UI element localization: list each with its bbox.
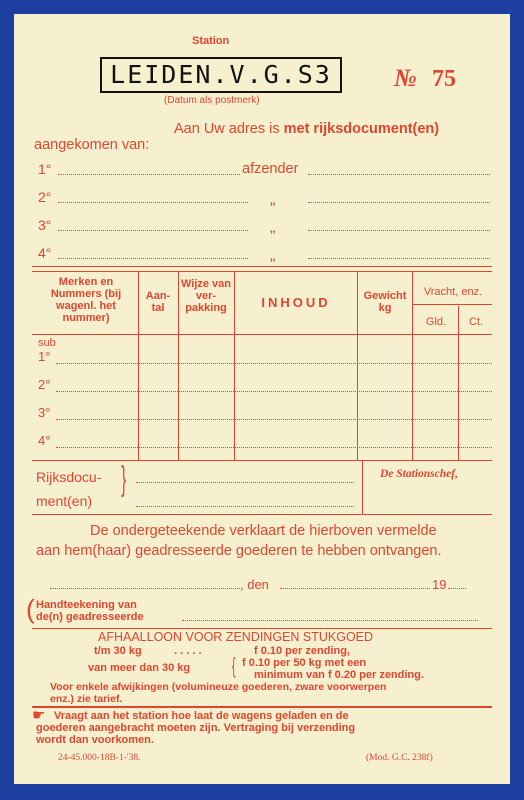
tarief-row2-right-a: f 0.10 per 50 kg met een	[242, 657, 367, 669]
col-divider-3	[234, 272, 235, 460]
rijks-bottom-rule	[32, 514, 492, 515]
signature-label-1: Handteekening van	[36, 599, 137, 611]
table-top-rule-2	[32, 271, 492, 272]
den-label: , den	[240, 577, 269, 592]
col-header-aantal: Aan-tal	[145, 290, 171, 314]
signature-line	[182, 620, 478, 621]
afzender-label: afzender	[242, 161, 299, 177]
sender-num-3: 3°	[38, 217, 52, 233]
tarief-row1-dots: . . . . .	[174, 645, 202, 657]
intro-line1	[174, 122, 439, 137]
row-label-2: 2°	[38, 377, 51, 392]
afwijkingen-note-1: Voor enkele afwijkingen (volumineuze goederen, zware voorwerpen	[50, 681, 387, 693]
postcard	[14, 14, 510, 784]
col-divider-5	[412, 272, 413, 460]
table-row-line-4	[56, 447, 492, 448]
col-header-wijze: Wijze van ver-pakking	[180, 278, 232, 314]
declaration-line2: aan hem(haar) geadresseerde goederen te hebben ontvangen.	[36, 543, 442, 559]
station-label: Station	[192, 35, 230, 47]
footer-note-3: wordt dan voorkomen.	[36, 734, 154, 746]
place-line	[50, 588, 240, 589]
col-header-merken: Merken en Nummers (bij wagenl. het nummer)	[50, 276, 122, 324]
table-bottom-rule	[32, 460, 492, 461]
tarief-row1-left: t/m 30 kg	[94, 645, 142, 657]
col-header-vracht: Vracht, enz.	[423, 286, 483, 298]
tarief-row2-right-b: minimum van f 0.20 per zending.	[254, 669, 424, 681]
sender-line-2	[58, 202, 248, 203]
afhaalloon-title: AFHAALLOON VOOR ZENDINGEN STUKGOED	[98, 630, 374, 644]
col-divider-2	[178, 272, 179, 460]
year-prefix: 19	[432, 577, 447, 592]
tarief-brace: {	[231, 653, 236, 678]
sender-line-4	[58, 258, 248, 259]
row-label-1: 1°	[38, 349, 51, 364]
afzender-line	[308, 174, 490, 175]
row-label-4: 4°	[38, 433, 51, 448]
col-divider-1	[138, 272, 139, 460]
afhaalloon-top-rule	[32, 628, 492, 629]
tarief-row2-left: van meer dan 30 kg	[88, 662, 191, 674]
afzender-line-4	[308, 258, 490, 259]
datum-note: (Datum als postmerk)	[164, 95, 260, 106]
afzender-line-3	[308, 230, 490, 231]
intro-text: Aan Uw adres is	[174, 121, 284, 137]
station-stamp: LEIDEN.V.G.S3	[100, 57, 342, 93]
ditto-mark-2: „	[270, 191, 276, 208]
vracht-subrule	[412, 304, 492, 305]
rijks-label-1: Rijksdocu-	[36, 469, 102, 485]
sub-label: sub	[38, 337, 56, 349]
table-header-rule	[32, 334, 492, 335]
col-header-gewicht: Gewicht kg	[363, 290, 407, 314]
ditto-mark-4: „	[270, 247, 276, 264]
print-code: 24-45.000-18B-1-'38.	[58, 753, 141, 763]
ditto-mark-3: „	[270, 219, 276, 236]
stationschef-divider	[362, 460, 363, 514]
intro-rijksdocument: met rijksdocument(en)	[283, 121, 440, 137]
table-row-line-3	[56, 419, 492, 420]
sender-num-2: 2°	[38, 189, 52, 205]
sender-line-3	[58, 230, 248, 231]
intro-line2: aangekomen van:	[34, 137, 150, 153]
mod-code: (Mod. G.C. 238f)	[366, 753, 433, 763]
col-header-inhoud: INHOUD	[261, 295, 331, 310]
afzender-line-2	[308, 202, 490, 203]
sender-line-1	[58, 174, 240, 175]
rijks-label-2: ment(en)	[36, 493, 93, 509]
sender-num-4: 4°	[38, 245, 52, 261]
declaration-line1: De ondergeteekende verklaart de hierboven vermelde	[90, 523, 437, 539]
rijks-line-2	[136, 506, 354, 507]
year-line	[448, 588, 466, 589]
signature-paren: (	[26, 594, 35, 624]
rijks-brace: }	[121, 460, 127, 498]
table-top-rule-1	[32, 266, 492, 267]
afwijkingen-note-2: enz.) zie tarief.	[50, 693, 123, 705]
stationschef-label: De Stationschef,	[380, 468, 458, 480]
date-line	[280, 588, 430, 589]
col-divider-4	[357, 272, 358, 460]
number-prefix: №	[394, 65, 417, 92]
col-divider-6	[458, 306, 459, 460]
tarief-row1-right: f 0.10 per zending,	[254, 645, 350, 657]
footer-note-1: Vraagt aan het station hoe laat de wagens geladen en de	[54, 710, 349, 722]
rijks-line-1	[136, 482, 354, 483]
sender-num-1: 1°	[38, 161, 52, 177]
footer-note-2: goederen aangebracht moeten zijn. Vertraging bij verzending	[36, 722, 356, 734]
col-header-ct: Ct.	[468, 316, 484, 328]
pointing-hand-icon: ☛	[32, 707, 46, 724]
col-header-gld: Gld.	[425, 316, 447, 328]
table-row-line-2	[56, 391, 492, 392]
row-label-3: 3°	[38, 405, 51, 420]
afhaalloon-bottom-rule	[32, 706, 492, 708]
card-number: 75	[432, 66, 456, 92]
signature-label-2: de(n) geadresseerde	[36, 611, 144, 623]
table-row-line-1	[56, 363, 492, 364]
